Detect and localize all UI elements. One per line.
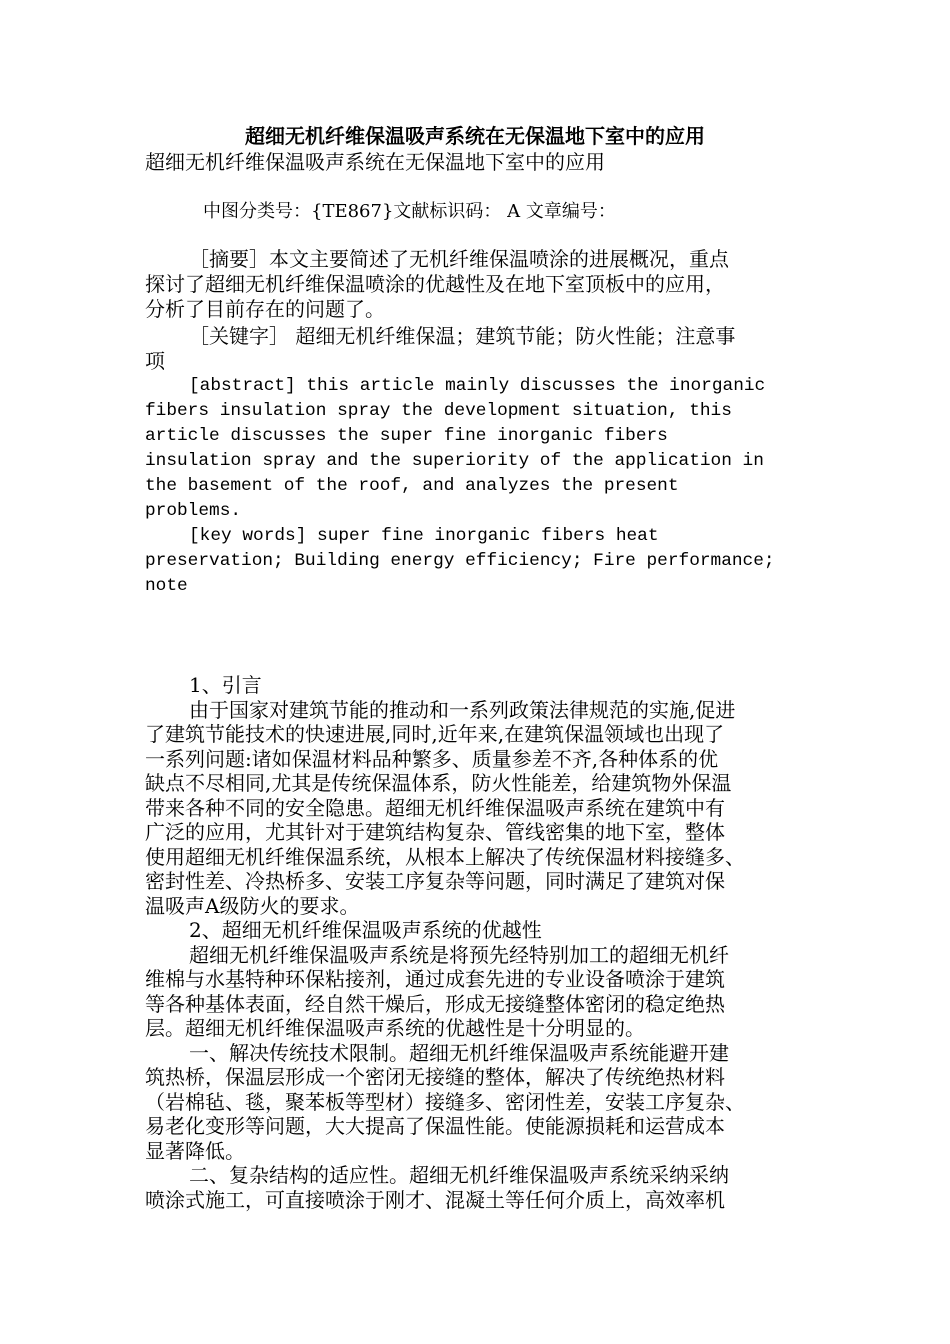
- text-line: 显著降低。: [145, 1138, 245, 1163]
- section-heading: 2、超细无机纤维保温吸声系统的优越性: [189, 918, 542, 942]
- text-line: 层。超细无机纤维保温吸声系统的优越性是十分明显的。: [145, 1016, 645, 1040]
- text-line: [key words] super fine inorganic fibers heat: [189, 526, 659, 546]
- text-line: 分析了目前存在的问题了。: [145, 297, 385, 321]
- text-line: 缺点不尽相同,尤其是传统保温体系，防火性能差，给建筑物外保温: [145, 771, 732, 795]
- text-line: 易老化变形等问题，大大提高了保温性能。使能源损耗和运营成本: [145, 1114, 725, 1138]
- text-line: [abstract] this article mainly discusses the inorganic: [189, 376, 766, 396]
- text-line: 一系列问题:诸如保温材料品种繁多、质量参差不齐,各种体系的优: [145, 746, 719, 771]
- text-line: 二、复杂结构的适应性。超细无机纤维保温吸声系统采纳采纳: [189, 1163, 729, 1187]
- text-line: 维棉与水基特种环保粘接剂，通过成套先进的专业设备喷涂于建筑: [145, 967, 725, 991]
- text-line: problems.: [145, 501, 242, 521]
- text-line: ［摘要］本文主要简述了无机纤维保温喷涂的进展概况，重点: [189, 247, 729, 271]
- text-line: 喷涂式施工，可直接喷涂于刚才、混凝土等任何介质上，高效率机: [145, 1187, 725, 1212]
- text-line: the basement of the roof, and analyzes the present: [145, 476, 679, 496]
- body-text: [145, 673, 805, 1212]
- abstract-cn: [145, 247, 805, 322]
- classification-line: 中图分类号：{TE867}文献标识码： A 文章编号：: [203, 201, 616, 222]
- section-heading: 1、引言: [189, 673, 262, 697]
- text-line: 广泛的应用，尤其针对于建筑结构复杂、管线密集的地下室，整体: [145, 820, 725, 844]
- text-line: article discusses the super fine inorganic fibers: [145, 426, 668, 446]
- text-line: ［关键字］ 超细无机纤维保温；建筑节能；防火性能；注意事: [189, 324, 736, 348]
- document-title: 超细无机纤维保温吸声系统在无保温地下室中的应用: [245, 124, 705, 148]
- text-line: 密封性差、冷热桥多、安装工序复杂等问题，同时满足了建筑对保: [145, 869, 725, 893]
- text-line: 了建筑节能技术的快速进展,同时,近年来,在建筑保温领域也出现了: [145, 722, 725, 746]
- text-line: 一、解决传统技术限制。超细无机纤维保温吸声系统能避开建: [189, 1040, 729, 1065]
- text-line: 筑热桥，保温层形成一个密闭无接缝的整体，解决了传统绝热材料: [145, 1065, 725, 1089]
- abstract-en: [145, 374, 805, 524]
- text-line: preservation; Building energy efficiency; Fire performance;: [145, 551, 775, 571]
- text-line: note: [145, 576, 188, 596]
- keywords-cn: [145, 324, 805, 374]
- text-line: 超细无机纤维保温吸声系统是将预先经特别加工的超细无机纤: [189, 942, 729, 967]
- text-line: 带来各种不同的安全隐患。超细无机纤维保温吸声系统在建筑中有: [145, 795, 725, 820]
- text-line: insulation spray and the superiority of the application in: [145, 451, 764, 471]
- text-line: （岩棉毡、毯，聚苯板等型材）接缝多、密闭性差，安装工序复杂、: [145, 1089, 745, 1114]
- text-line: 使用超细无机纤维保温系统，从根本上解决了传统保温材料接缝多、: [145, 844, 745, 869]
- text-line: 项: [145, 349, 165, 373]
- text-line: 由于国家对建筑节能的推动和一系列政策法律规范的实施,促进: [189, 697, 736, 722]
- text-line: 温吸声A级防火的要求。: [145, 893, 360, 918]
- text-line: fibers insulation spray the development situation, this: [145, 401, 732, 421]
- text-line: 等各种基体表面，经自然干燥后，形成无接缝整体密闭的稳定绝热: [145, 991, 725, 1016]
- keywords-en: [145, 524, 805, 599]
- text-line: 探讨了超细无机纤维保温喷涂的优越性及在地下室顶板中的应用，: [145, 272, 725, 296]
- document-subtitle: 超细无机纤维保温吸声系统在无保温地下室中的应用: [145, 150, 605, 174]
